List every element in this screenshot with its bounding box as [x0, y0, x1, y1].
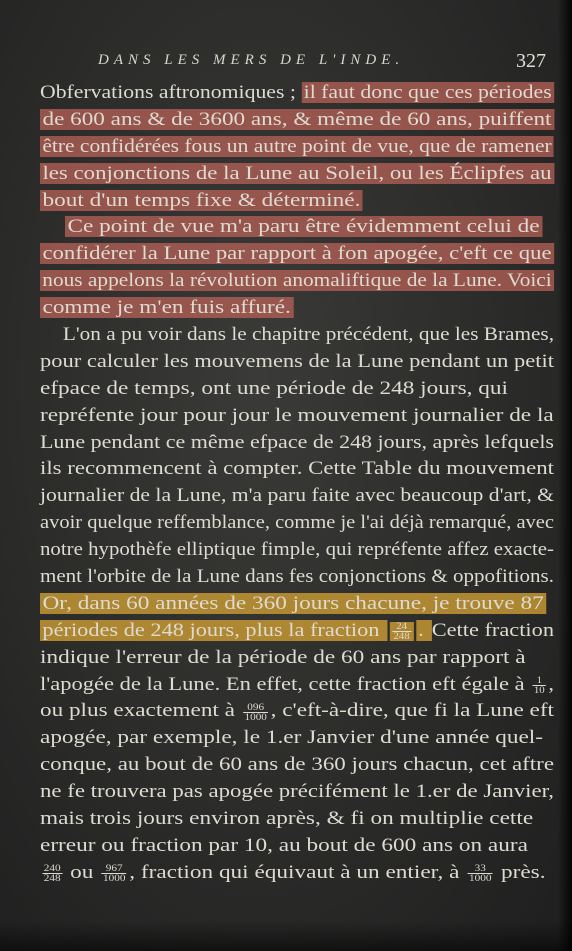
text-line [40, 672, 554, 699]
text-line [40, 430, 554, 457]
fraction-numerator: 33 [468, 864, 493, 874]
fraction-denominator: 1000 [244, 711, 267, 722]
fraction [102, 864, 127, 883]
text-line [40, 564, 554, 591]
text-line-content [40, 725, 543, 752]
text-run: , [548, 673, 555, 695]
text-line [40, 833, 554, 860]
text-line [40, 188, 554, 215]
text-run: pour calculer les mouvemens de la Lune pendant un petit [40, 350, 555, 372]
text-run: Cette fraction [431, 619, 554, 641]
fraction-denominator: 1000 [468, 873, 492, 884]
text-line [40, 645, 554, 672]
text-line [40, 537, 554, 564]
text-run: erreur ou fraction par 10, au bout de 600 ans on aura [40, 834, 528, 856]
text-line [40, 134, 554, 161]
text-line [40, 376, 554, 403]
text-run: Obfervations aftronomiques ; [40, 82, 302, 103]
text-line-content [40, 564, 554, 591]
text-line [40, 107, 554, 134]
fraction-numerator: 096 [243, 703, 268, 713]
highlighted-text: comme je m'en fuis affuré. [40, 297, 293, 318]
text-line [40, 591, 554, 618]
text-line-content [40, 430, 554, 457]
text-line-content [40, 268, 554, 295]
text-run: efpace de temps, ont une période de 248 jours, qui [40, 377, 508, 399]
text-run: conque, au bout de 60 ans de 360 jours chacun, cet aftre [40, 754, 555, 776]
text-line-content [40, 510, 554, 537]
text-line [40, 268, 554, 295]
text-run: L'on a pu voir dans le chapitre précédent, que les Brames, [62, 324, 555, 346]
highlighted-text: les conjonctions de la Lune au Soleil, ou les Éclipfes au [40, 163, 554, 184]
text-line [40, 510, 554, 537]
text-line-content [40, 645, 526, 672]
text-line-content [40, 537, 554, 564]
highlighted-text: de 600 ans & de 3600 ans, & même de 60 ans, puiffent [40, 109, 554, 130]
text-run: notre hypothèfe elliptique fimple, qui repréfente affez exacte- [40, 539, 554, 561]
text-line [40, 456, 554, 483]
fraction-numerator: 1 [533, 676, 546, 686]
text-run: avoir quelque reffemblance, comme je l'ai déjà remarqué, avec [40, 512, 554, 534]
text-line [40, 779, 554, 806]
text-run: repréfente jour pour jour le mouvement journalier de la [40, 404, 554, 426]
body-text [40, 80, 554, 887]
text-line-content [40, 188, 363, 215]
text-line [40, 80, 554, 107]
fraction-denominator: 1000 [102, 873, 126, 884]
highlighted-text: il faut donc que ces périodes [301, 82, 554, 103]
fraction-numerator: 240 [43, 863, 61, 874]
text-line [40, 241, 554, 268]
text-line [40, 483, 554, 510]
text-line-content [40, 672, 554, 699]
text-run: mais trois jours environ après, & fi on multiplie cette [40, 808, 534, 830]
running-head: DANS LES MERS DE L'INDE. [98, 52, 405, 68]
text-line-content [40, 376, 508, 403]
text-line-content [40, 295, 293, 322]
text-line [40, 752, 554, 779]
text-line-content [40, 349, 554, 376]
fraction-numerator: 967 [102, 864, 127, 874]
text-line-content [40, 214, 542, 241]
text-line-content [40, 456, 554, 483]
fraction-denominator: 248 [43, 873, 61, 884]
text-line [40, 322, 554, 349]
text-run: Lune pendant ce même efpace de 248 jours, après lefquels [40, 431, 554, 453]
text-line [40, 349, 554, 376]
fraction [533, 676, 546, 695]
fraction-denominator: 10 [533, 684, 545, 695]
text-line-content [40, 618, 554, 645]
fraction [43, 864, 62, 883]
text-run: , fraction qui équivaut à un entier, à [129, 861, 466, 883]
text-run: indique l'erreur de la période de 60 ans par rapport à [40, 646, 526, 668]
highlighted-text: périodes de 248 jours, plus la fraction [40, 620, 387, 641]
text-line-content [40, 134, 554, 161]
text-run: apogée, par exemple, le 1.er Janvier d'une année quel- [40, 727, 544, 749]
text-line-content [40, 698, 554, 725]
text-line-content [40, 403, 554, 430]
text-run: l'apogée de la Lune. En effet, cette fraction eft égale à [40, 673, 531, 695]
text-line [40, 725, 554, 752]
text-run: ou plus exactement à [40, 700, 241, 722]
text-run: ment l'orbite de la Lune dans fes conjonctions & oppofitions. [40, 566, 554, 588]
text-line-content [40, 752, 554, 779]
text-line-content [40, 591, 546, 618]
text-line-content [40, 322, 554, 349]
fraction [243, 703, 268, 722]
text-line-content [40, 860, 546, 887]
text-line-content [40, 779, 554, 806]
text-line [40, 618, 554, 645]
highlighted-text: bout d'un temps fixe & déterminé. [40, 190, 363, 211]
text-line-content [40, 241, 554, 268]
text-run: , c'eft-à-dire, que fi la Lune eft [270, 700, 554, 722]
text-line-content [40, 80, 554, 107]
fraction [468, 864, 493, 883]
text-line-content [40, 107, 554, 134]
text-line-content [40, 806, 533, 833]
page-header [0, 50, 572, 78]
highlighted-text: nous appelons la révolution anomaliftique de la Lune. Voici [40, 270, 554, 291]
text-line [40, 860, 554, 887]
text-run: ou [64, 861, 100, 883]
text-line [40, 161, 554, 188]
text-line-content [40, 161, 554, 188]
fraction-numerator: 24 [392, 622, 411, 632]
text-run: ils recommencent à compter. Cette Table du mouvement [40, 458, 554, 480]
text-run: près. [495, 861, 546, 883]
highlighted-text: . [416, 620, 432, 641]
text-line [40, 295, 554, 322]
text-line-content [40, 833, 528, 860]
text-line [40, 806, 554, 833]
text-line-content [40, 483, 554, 510]
text-line [40, 698, 554, 725]
text-run: ne fe trouvera pas apogée précifément le 1.er de Janvier, [40, 781, 555, 803]
page-number: 327 [516, 50, 546, 72]
highlighted-text: être confidérées fous un autre point de vue, que de ramener [40, 136, 554, 157]
text-line [40, 403, 554, 430]
highlighted-text: Or, dans 60 années de 360 jours chacune, je trouve 87 [40, 593, 546, 614]
text-run: journalier de la Lune, m'a paru faite avec beaucoup d'art, & [40, 485, 554, 507]
fraction-denominator: 248 [393, 631, 410, 642]
page-edge-shadow [558, 0, 572, 951]
bottom-shadow [0, 921, 572, 951]
highlighted-text: confidérer la Lune par rapport à fon apogée, c'eft ce que [40, 243, 554, 264]
fraction [390, 622, 413, 641]
highlighted-text: Ce point de vue m'a paru être évidemment celui de [65, 216, 542, 237]
text-line [40, 214, 554, 241]
